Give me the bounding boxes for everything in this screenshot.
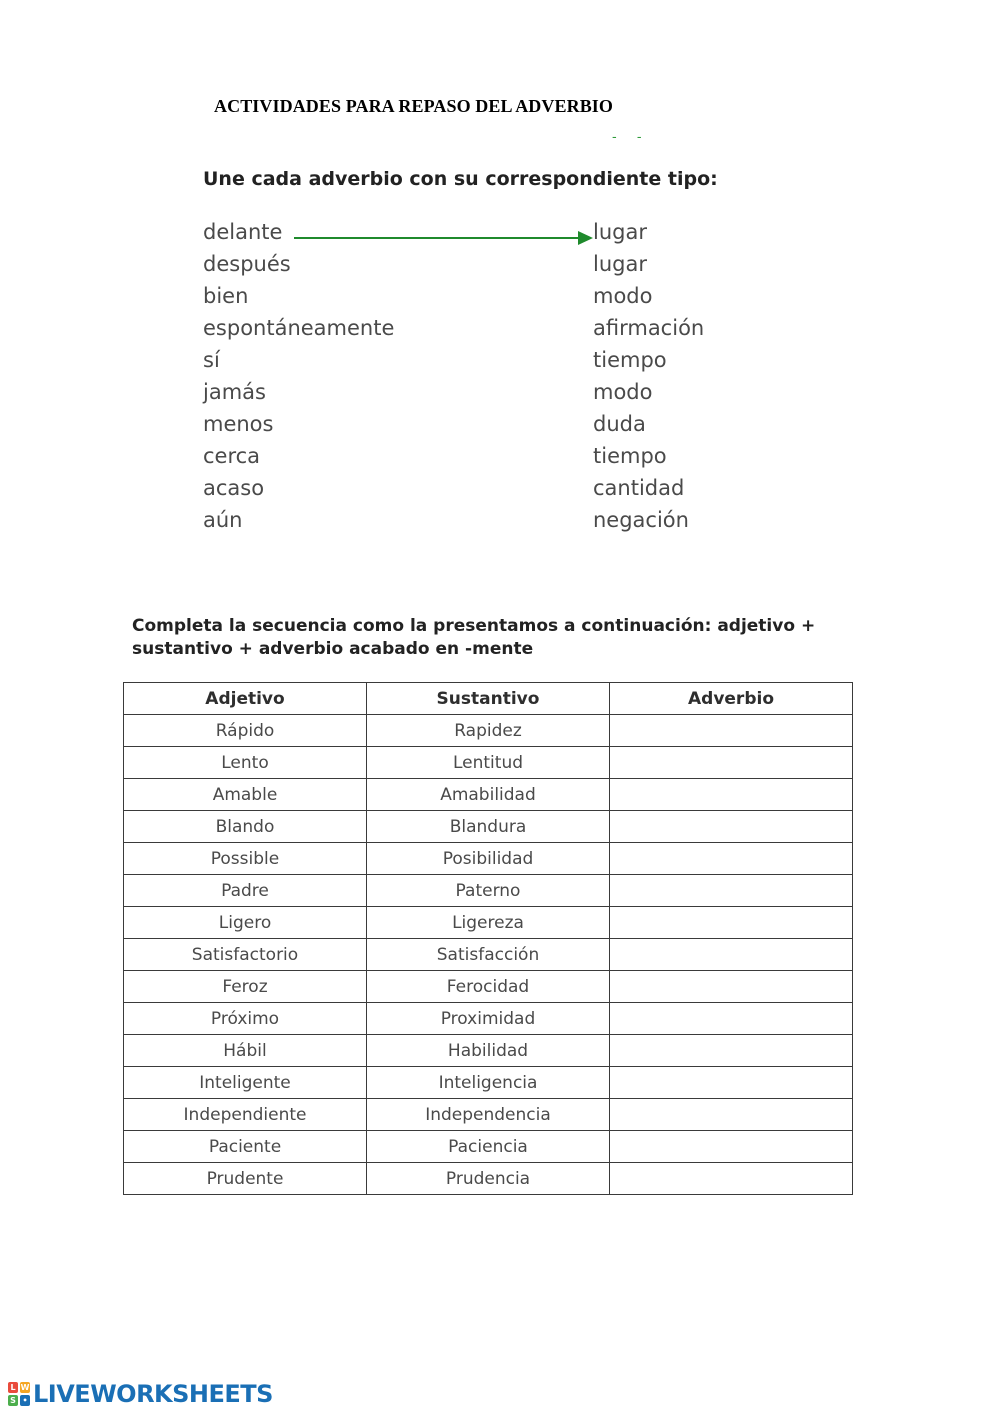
table-row (124, 1003, 853, 1035)
table-header-row (124, 683, 853, 715)
adverbio-answer-cell[interactable] (610, 1099, 853, 1131)
table-row (124, 715, 853, 747)
sustantivo-cell: Independencia (367, 1099, 610, 1131)
type-item[interactable]: afirmación (593, 316, 705, 340)
adjetivo-cell: Blando (124, 811, 367, 843)
sustantivo-cell: Blandura (367, 811, 610, 843)
adverbio-answer-cell[interactable] (610, 1163, 853, 1195)
sustantivo-cell: Proximidad (367, 1003, 610, 1035)
adverbio-answer-cell[interactable] (610, 1067, 853, 1099)
sustantivo-cell: Paterno (367, 875, 610, 907)
sustantivo-cell: Satisfacción (367, 939, 610, 971)
table-row (124, 1131, 853, 1163)
adverbio-answer-cell[interactable] (610, 779, 853, 811)
type-item[interactable]: lugar (593, 252, 647, 276)
adjetivo-cell: Lento (124, 747, 367, 779)
adverbio-answer-cell[interactable] (610, 811, 853, 843)
type-item[interactable]: tiempo (593, 348, 667, 372)
adjetivo-cell: Hábil (124, 1035, 367, 1067)
table-row (124, 747, 853, 779)
adverbio-answer-cell[interactable] (610, 843, 853, 875)
adjetivo-cell: Independiente (124, 1099, 367, 1131)
type-item[interactable]: duda (593, 412, 646, 436)
adverb-item[interactable]: sí (203, 348, 220, 372)
sequence-instruction: Completa la secuencia como la presentamos a continuación: adjetivo + sustantivo + adverbio acabado en -mente (132, 616, 816, 659)
adverb-item[interactable]: bien (203, 284, 249, 308)
adjetivo-cell: Rápido (124, 715, 367, 747)
table-row (124, 971, 853, 1003)
sustantivo-cell: Posibilidad (367, 843, 610, 875)
sustantivo-cell: Prudencia (367, 1163, 610, 1195)
type-item[interactable]: negación (593, 508, 689, 532)
adverb-item[interactable]: aún (203, 508, 243, 532)
adverbio-answer-cell[interactable] (610, 747, 853, 779)
table-row (124, 843, 853, 875)
logo-text: LIVEWORKSHEETS (33, 1380, 273, 1408)
type-list (593, 216, 704, 536)
header-adjetivo: Adjetivo (124, 683, 367, 715)
adverb-item[interactable]: jamás (203, 380, 266, 404)
sustantivo-cell: Habilidad (367, 1035, 610, 1067)
table-row (124, 779, 853, 811)
adverb-table (123, 682, 853, 1195)
decorative-dots: - - (612, 130, 650, 145)
liveworksheets-logo[interactable] (8, 1380, 273, 1408)
sustantivo-cell: Paciencia (367, 1131, 610, 1163)
adjetivo-cell: Próximo (124, 1003, 367, 1035)
type-item[interactable]: lugar (593, 220, 647, 244)
match-arrow (294, 228, 594, 248)
page-title: ACTIVIDADES PARA REPASO DEL ADVERBIO (214, 96, 614, 116)
adverb-list (203, 216, 394, 536)
type-item[interactable]: modo (593, 284, 653, 308)
adverbio-answer-cell[interactable] (610, 715, 853, 747)
adjetivo-cell: Paciente (124, 1131, 367, 1163)
table-row (124, 939, 853, 971)
adjetivo-cell: Padre (124, 875, 367, 907)
table-row (124, 907, 853, 939)
adverbio-answer-cell[interactable] (610, 1035, 853, 1067)
sustantivo-cell: Rapidez (367, 715, 610, 747)
adverbio-answer-cell[interactable] (610, 875, 853, 907)
adverb-item[interactable]: espontáneamente (203, 316, 395, 340)
sustantivo-cell: Amabilidad (367, 779, 610, 811)
table-row (124, 1035, 853, 1067)
sustantivo-cell: Ligereza (367, 907, 610, 939)
adverbio-answer-cell[interactable] (610, 939, 853, 971)
adverbio-answer-cell[interactable] (610, 971, 853, 1003)
adverbio-answer-cell[interactable] (610, 1131, 853, 1163)
type-item[interactable]: tiempo (593, 444, 667, 468)
adverb-item[interactable]: delante (203, 220, 283, 244)
sustantivo-cell: Ferocidad (367, 971, 610, 1003)
header-sustantivo: Sustantivo (367, 683, 610, 715)
type-item[interactable]: cantidad (593, 476, 685, 500)
adverbio-answer-cell[interactable] (610, 1003, 853, 1035)
type-item[interactable]: modo (593, 380, 653, 404)
table-row (124, 1163, 853, 1195)
adjetivo-cell: Prudente (124, 1163, 367, 1195)
table-row (124, 1067, 853, 1099)
header-adverbio: Adverbio (610, 683, 853, 715)
table-body (124, 715, 853, 1195)
adjetivo-cell: Feroz (124, 971, 367, 1003)
adjetivo-cell: Satisfactorio (124, 939, 367, 971)
matching-instruction: Une cada adverbio con su correspondiente tipo: (203, 168, 718, 190)
sustantivo-cell: Lentitud (367, 747, 610, 779)
liveworksheets-logo-icon: L W S • (8, 1382, 30, 1406)
adjetivo-cell: Possible (124, 843, 367, 875)
sustantivo-cell: Inteligencia (367, 1067, 610, 1099)
adjetivo-cell: Inteligente (124, 1067, 367, 1099)
adverb-item[interactable]: cerca (203, 444, 261, 468)
table-row (124, 1099, 853, 1131)
adverb-item[interactable]: después (203, 252, 291, 276)
adverb-item[interactable]: acaso (203, 476, 265, 500)
adverbio-answer-cell[interactable] (610, 907, 853, 939)
table-row (124, 811, 853, 843)
table-row (124, 875, 853, 907)
adjetivo-cell: Amable (124, 779, 367, 811)
adjetivo-cell: Ligero (124, 907, 367, 939)
adverb-item[interactable]: menos (203, 412, 274, 436)
